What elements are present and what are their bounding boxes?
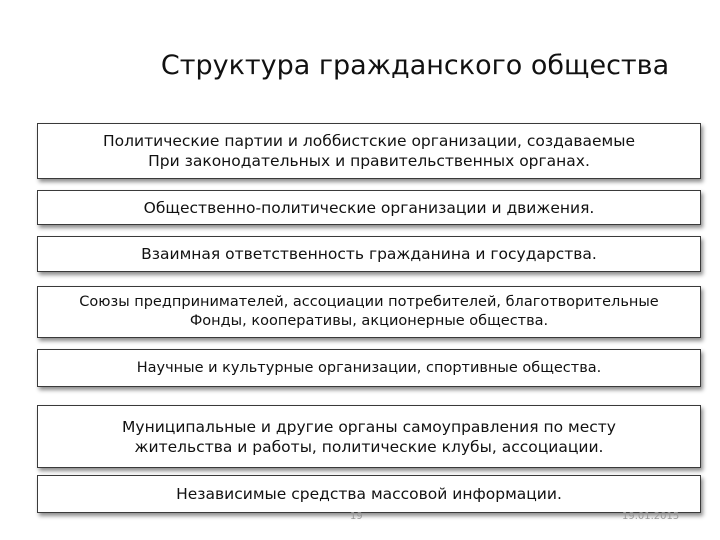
structure-box-business-unions [37, 286, 701, 338]
box-text-line: При законодательных и правительственных органах. [148, 152, 590, 170]
slide-number: 19 [350, 511, 363, 522]
structure-box-political-parties [37, 123, 701, 179]
box-text-line: Муниципальные и другие органы самоуправления по месту [122, 417, 616, 436]
box-text-line: Фонды, кооперативы, акционерные общества. [189, 313, 549, 329]
box-text-line: Политические партии и лоббистские организации, создаваемые [102, 132, 636, 150]
box-text-line: жительства и работы, политические клубы, ассоциации. [134, 437, 604, 456]
slide-title: Структура гражданского общества [160, 50, 670, 81]
box-text-line: Союзы предпринимателей, ассоциации потребителей, благотворительные [79, 294, 659, 310]
box-text-line: Общественно-политические организации и движения. [143, 198, 595, 217]
structure-box-municipal-bodies [37, 405, 701, 468]
box-text-line: Независимые средства массовой информации. [176, 485, 562, 503]
box-text-line: Взаимная ответственность гражданина и государства. [141, 245, 597, 263]
structure-box-scientific-cultural [37, 349, 701, 387]
structure-box-mutual-responsibility [37, 236, 701, 272]
structure-box-sociopolitical-organizations [37, 190, 701, 225]
slide-date: 19.01.2015 [622, 511, 680, 522]
structure-box-independent-media [37, 475, 701, 513]
box-text-line: Научные и культурные организации, спортивные общества. [136, 359, 602, 376]
